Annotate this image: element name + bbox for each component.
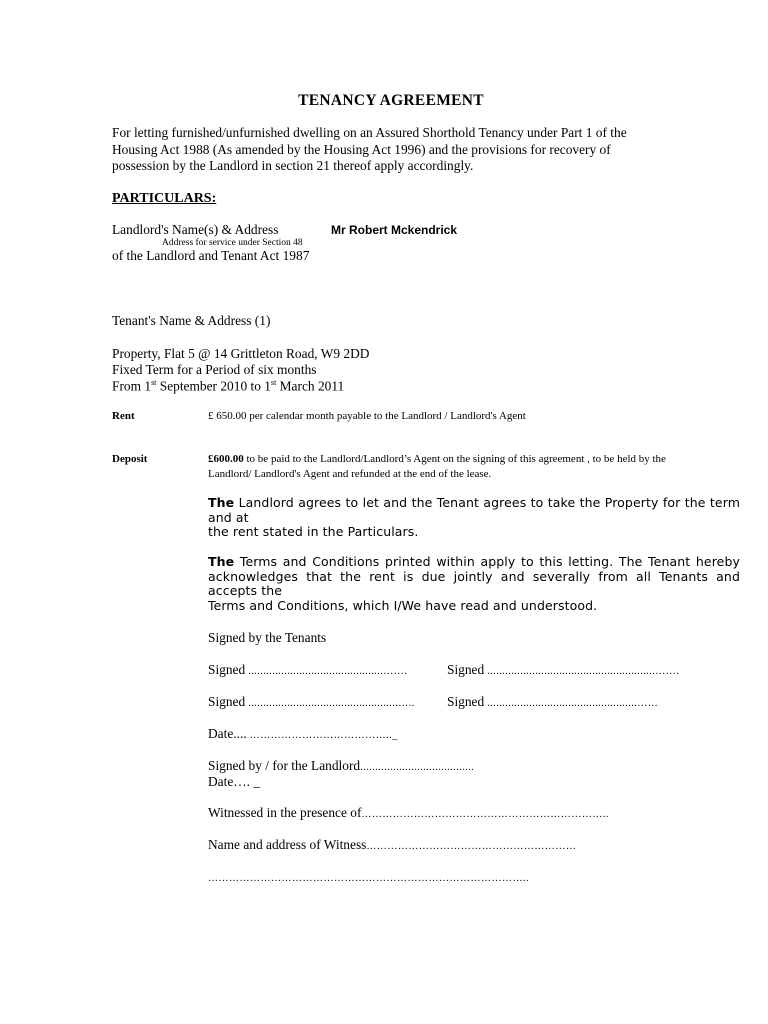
deposit-line-2: Landlord/ Landlord's Agent and refunded at the end of the lease. <box>208 468 492 480</box>
witness-line[interactable]: …………………………………………………………….. <box>361 809 609 820</box>
tenant-label: Tenant's Name & Address (1) <box>112 313 271 328</box>
deposit-text: to be paid to the Landlord/Landlord’s Agent on the signing of this agreement , to be held by the <box>243 453 666 465</box>
signed-by-tenants: Signed by the Tenants <box>208 630 327 645</box>
paragraph-line: and at <box>208 509 249 525</box>
rent-amount: 650.00 <box>213 410 247 422</box>
signature-line[interactable]: ..................................................…… <box>484 698 659 709</box>
paragraph-line <box>208 496 740 511</box>
signed-label: Signed <box>447 662 485 677</box>
intro-line: possession by the Landlord in section 21 thereof apply accordingly. <box>112 158 474 173</box>
witness-line[interactable]: …………………………………………………… <box>366 841 577 852</box>
signature-line[interactable]: ...................................... <box>360 762 475 773</box>
witness-presence-label: Witnessed in the presence of <box>208 805 362 820</box>
ordinal-suffix: st <box>270 378 277 387</box>
rent-label: Rent <box>112 410 135 422</box>
landlord-date[interactable]: Date…. _ <box>208 774 261 789</box>
signed-label: Signed <box>208 694 246 709</box>
deposit-amount: £600.00 <box>208 453 244 465</box>
tenant-signature-row-2b[interactable] <box>447 694 658 710</box>
witness-name-row[interactable] <box>208 837 576 853</box>
paragraph-line: the rent stated in the Particulars. <box>208 524 419 539</box>
paragraph-line <box>208 555 740 570</box>
paragraph-text: Landlord agrees to let and the Tenant agrees to take the Property for the term <box>234 495 740 510</box>
document-title: TENANCY AGREEMENT <box>298 92 484 109</box>
tenant-signature-row-2[interactable] <box>208 694 415 710</box>
tenant-signature-row-1b[interactable] <box>447 662 679 678</box>
intro-paragraph <box>112 125 672 175</box>
particulars-heading: PARTICULARS: <box>112 191 217 206</box>
paragraph-line: accepts the <box>208 583 283 598</box>
signature-line[interactable]: .............................................……. <box>245 666 408 677</box>
term-dates <box>112 378 344 394</box>
witness-name-label: Name and address of Witness <box>208 837 367 852</box>
currency-symbol: £ <box>208 410 214 422</box>
landlord-name: Mr Robert Mckendrick <box>331 223 458 237</box>
date-label: Date.... <box>208 726 247 741</box>
deposit-line-1 <box>208 453 666 465</box>
signature-line[interactable]: ..................................................….. <box>245 698 415 709</box>
intro-line: Housing Act 1988 (As amended by the Housing Act 1996) and the provisions for recovery of <box>112 141 611 157</box>
term-dates-text: March 2011 <box>276 378 345 394</box>
landlord-sign-label: Signed by / for the Landlord <box>208 758 361 773</box>
witness-presence-row[interactable] <box>208 805 609 821</box>
witness-line[interactable]: ……………………………………………………………………………….. <box>208 873 529 884</box>
rent-description: per calendar month payable to the Landlord / Landlord's Agent <box>246 410 526 422</box>
signed-label: Signed <box>208 662 246 677</box>
signature-line[interactable]: ........................................................……. <box>484 666 680 677</box>
ordinal-suffix: st <box>151 378 157 387</box>
rent-value <box>208 410 526 422</box>
paragraph-lead: The <box>208 495 235 510</box>
landlord-signature-row[interactable] <box>208 758 474 774</box>
witness-address-line[interactable] <box>208 869 529 885</box>
property-address: Property, Flat 5 @ 14 Grittleton Road, W9 2DD <box>112 346 370 361</box>
signed-label: Signed <box>447 694 485 709</box>
term-dates-text: From 1 <box>112 378 152 394</box>
landlord-label: Landlord's Name(s) & Address <box>112 222 279 237</box>
tenant-signature-row-1[interactable] <box>208 662 407 678</box>
landlord-address-note: Address for service under Section 48 <box>162 238 303 248</box>
tenant-date-row[interactable] <box>208 726 398 742</box>
terms-paragraph <box>208 555 740 613</box>
paragraph-line: Terms and Conditions, which I/We have read and understood. <box>208 597 598 613</box>
term-dates-text: September 2010 to 1 <box>156 378 271 394</box>
paragraph-text: Terms and Conditions printed within apply to this letting. The Tenant hereby <box>234 554 740 569</box>
paragraph-line: acknowledges that the rent is due jointly and severally from all Tenants and <box>208 568 740 584</box>
agreement-paragraph <box>208 496 740 540</box>
intro-line: For letting furnished/unfurnished dwelling on an Assured Shorthold Tenancy under Part 1 of the <box>112 125 627 140</box>
deposit-label: Deposit <box>112 453 148 465</box>
paragraph-lead: The <box>208 554 235 569</box>
date-line[interactable]: ………………………………….._ <box>246 730 398 741</box>
fixed-term: Fixed Term for a Period of six months <box>112 362 317 377</box>
landlord-act-note: of the Landlord and Tenant Act 1987 <box>112 248 310 263</box>
